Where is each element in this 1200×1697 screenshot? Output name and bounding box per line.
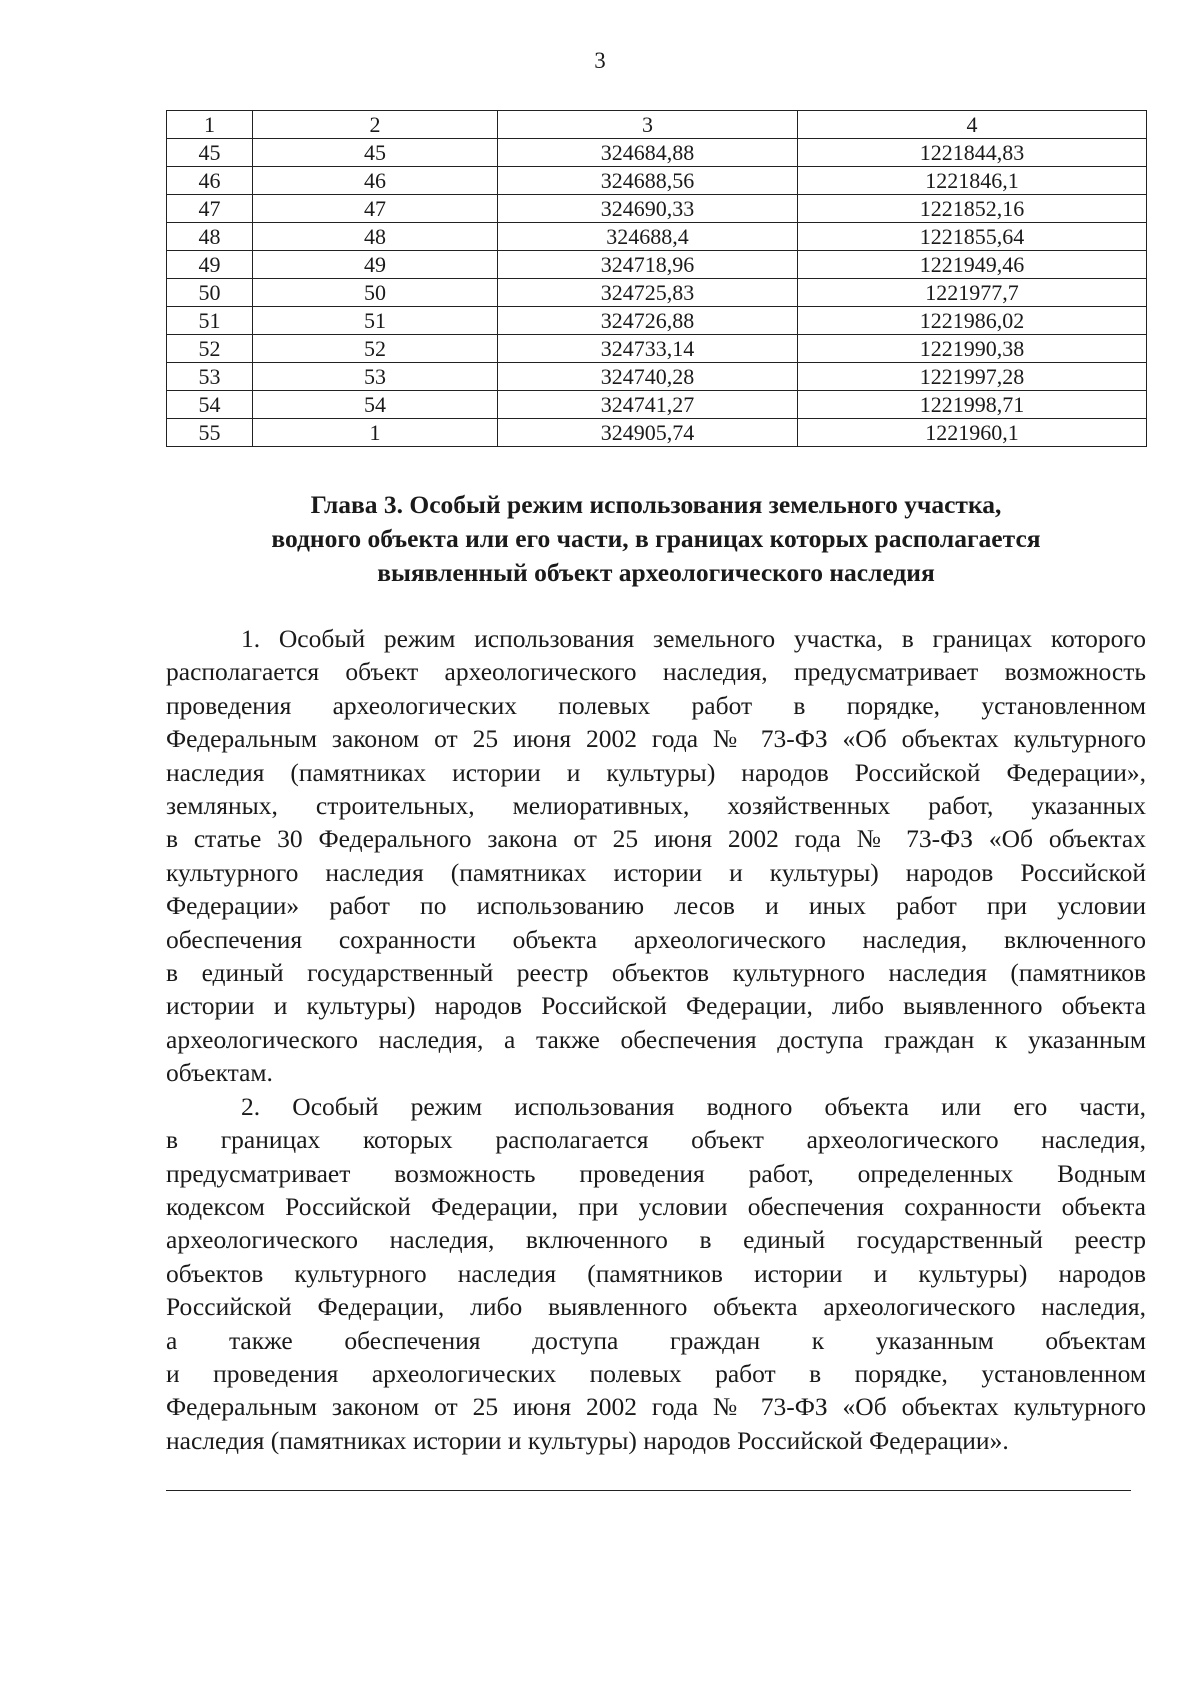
paragraph-1 xyxy=(166,622,1146,1090)
table-cell: 46 xyxy=(253,167,498,195)
table-cell: 51 xyxy=(253,307,498,335)
table-cell: 49 xyxy=(253,251,498,279)
table-row xyxy=(167,223,1147,251)
bottom-rule xyxy=(166,1490,1131,1491)
page-number: 3 xyxy=(594,48,606,73)
text-line: археологического наследия, включенного в единый государственный реестр xyxy=(166,1225,1146,1255)
table-cell: 324741,27 xyxy=(498,391,798,419)
table-row xyxy=(167,251,1147,279)
table-row xyxy=(167,307,1147,335)
table-cell: 50 xyxy=(167,279,253,307)
table-cell: 324690,33 xyxy=(498,195,798,223)
table-cell: 50 xyxy=(253,279,498,307)
table-cell: 1221986,02 xyxy=(798,307,1147,335)
table-cell: 324688,4 xyxy=(498,223,798,251)
table-cell: 1221852,16 xyxy=(798,195,1147,223)
text-line: 2. Особый режим использования водного объекта или его части, xyxy=(241,1091,1146,1121)
heading-line: водного объекта или его части, в границах которых располагается xyxy=(271,524,1041,553)
table-cell: 324718,96 xyxy=(498,251,798,279)
table-cell: 324688,56 xyxy=(498,167,798,195)
text-line: земляных, строительных, мелиоративных, хозяйственных работ, указанных xyxy=(166,791,1146,821)
table-cell: 1221998,71 xyxy=(798,391,1147,419)
table-cell: 51 xyxy=(167,307,253,335)
text-line: истории и культуры) народов Российской Федерации, либо выявленного объекта xyxy=(166,991,1146,1021)
table-cell: 49 xyxy=(167,251,253,279)
table-cell: 47 xyxy=(253,195,498,223)
table-cell: 1221997,28 xyxy=(798,363,1147,391)
text-line: Российской Федерации, либо выявленного объекта археологического наследия, xyxy=(166,1292,1146,1322)
text-line: Федеральным законом от 25 июня 2002 года № 73-ФЗ «Об объектах культурного xyxy=(166,724,1146,754)
text-line: Федерации» работ по использованию лесов и иных работ при условии xyxy=(166,891,1146,921)
text-line: располагается объект археологического наследия, предусматривает возможность xyxy=(166,657,1146,687)
text-line: культурного наследия (памятниках истории и культуры) народов Российской xyxy=(166,857,1146,887)
heading-line: Глава 3. Особый режим использования земельного участка, xyxy=(310,490,1002,519)
table-row xyxy=(167,139,1147,167)
table-cell: 1221990,38 xyxy=(798,335,1147,363)
table-cell: 324905,74 xyxy=(498,419,798,447)
chapter-heading xyxy=(166,488,1146,590)
table-cell: 1221977,7 xyxy=(798,279,1147,307)
text-line: в единый государственный реестр объектов культурного наследия (памятников xyxy=(166,958,1146,988)
table-cell: 324740,28 xyxy=(498,363,798,391)
table-row xyxy=(167,363,1147,391)
text-line: и проведения археологических полевых работ в порядке, установленном xyxy=(166,1358,1146,1388)
table-cell: 324726,88 xyxy=(498,307,798,335)
table-header-cell: 2 xyxy=(253,111,498,139)
table-row xyxy=(167,419,1147,447)
table-cell: 48 xyxy=(167,223,253,251)
text-line: Федеральным законом от 25 июня 2002 года № 73-ФЗ «Об объектах культурного xyxy=(166,1392,1146,1422)
table-cell: 1221844,83 xyxy=(798,139,1147,167)
table-cell: 53 xyxy=(167,363,253,391)
table-cell: 1221960,1 xyxy=(798,419,1147,447)
text-line: наследия (памятниках истории и культуры) народов Российской Федерации». xyxy=(166,1425,1009,1455)
body-text xyxy=(166,622,1146,1457)
text-line: обеспечения сохранности объекта археологического наследия, включенного xyxy=(166,924,1146,954)
table-header-cell: 4 xyxy=(798,111,1147,139)
text-line: предусматривает возможность проведения работ, определенных Водным xyxy=(166,1158,1146,1188)
table-row xyxy=(167,167,1147,195)
table-cell: 53 xyxy=(253,363,498,391)
text-line: наследия (памятниках истории и культуры) народов Российской Федерации», xyxy=(166,757,1146,787)
text-line: в статье 30 Федерального закона от 25 июня 2002 года № 73-ФЗ «Об объектах xyxy=(166,824,1146,854)
table-cell: 1221846,1 xyxy=(798,167,1147,195)
table-row xyxy=(167,279,1147,307)
table-cell: 324684,88 xyxy=(498,139,798,167)
table-cell: 55 xyxy=(167,419,253,447)
table-header-cell: 3 xyxy=(498,111,798,139)
table-cell: 47 xyxy=(167,195,253,223)
table-header-row xyxy=(167,111,1147,139)
text-line: археологического наследия, а также обеспечения доступа граждан к указанным xyxy=(166,1024,1146,1054)
table-cell: 54 xyxy=(253,391,498,419)
table-row xyxy=(167,391,1147,419)
table-row xyxy=(167,335,1147,363)
table-cell: 52 xyxy=(253,335,498,363)
paragraph-2 xyxy=(166,1090,1146,1457)
table-cell: 52 xyxy=(167,335,253,363)
table-cell: 324733,14 xyxy=(498,335,798,363)
table-cell: 1221855,64 xyxy=(798,223,1147,251)
table-row xyxy=(167,195,1147,223)
table-header-cell: 1 xyxy=(167,111,253,139)
heading-line: выявленный объект археологического наследия xyxy=(377,558,935,587)
text-line: а также обеспечения доступа граждан к указанным объектам xyxy=(166,1325,1146,1355)
table-cell: 45 xyxy=(253,139,498,167)
coordinates-table xyxy=(166,110,1147,447)
table-cell: 54 xyxy=(167,391,253,419)
table-cell: 46 xyxy=(167,167,253,195)
table-cell: 324725,83 xyxy=(498,279,798,307)
table-cell: 45 xyxy=(167,139,253,167)
table-cell: 48 xyxy=(253,223,498,251)
text-line: 1. Особый режим использования земельного участка, в границах которого xyxy=(241,624,1146,653)
text-line: проведения археологических полевых работ в порядке, установленном xyxy=(166,690,1146,720)
text-line: объектов культурного наследия (памятников истории и культуры) народов xyxy=(166,1258,1146,1288)
text-line: в границах которых располагается объект археологического наследия, xyxy=(166,1125,1146,1155)
table-cell: 1221949,46 xyxy=(798,251,1147,279)
text-line: кодексом Российской Федерации, при условии обеспечения сохранности объекта xyxy=(166,1191,1146,1221)
text-line: объектам. xyxy=(166,1058,273,1088)
table-cell: 1 xyxy=(253,419,498,447)
